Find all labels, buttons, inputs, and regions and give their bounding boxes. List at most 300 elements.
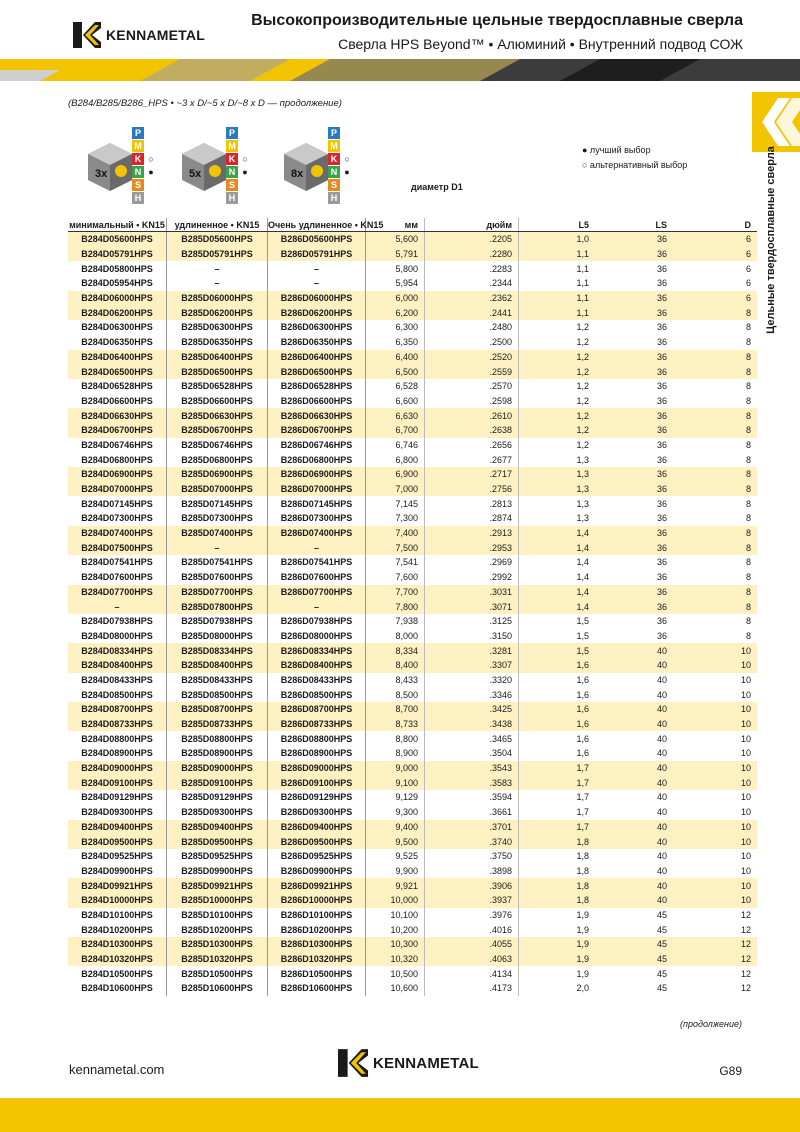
table-row <box>68 555 757 570</box>
cell-d: 10 <box>740 674 751 685</box>
cell-l5: 1,2 <box>519 423 596 438</box>
cell-mm: 5,954 <box>366 276 425 291</box>
cell-ls: 40 <box>656 748 667 759</box>
cell-mm: 6,200 <box>366 305 425 320</box>
cell-mm: 10,200 <box>366 922 425 937</box>
cell-xext-code: B286D07600HPS <box>268 570 366 585</box>
cell-ext-code: B285D09921HPS <box>167 878 268 893</box>
cell-inch: .3906 <box>425 878 519 893</box>
cell-d: 10 <box>740 865 751 876</box>
cube-3x-icon <box>86 141 134 193</box>
cell-d: 10 <box>673 893 757 908</box>
table-row <box>68 540 757 555</box>
cell-ext-code: B285D06600HPS <box>167 394 268 409</box>
cell-mm: 6,746 <box>366 438 425 453</box>
cell-ext-code: B285D07400HPS <box>167 526 268 541</box>
cell-l5: 1,6 <box>519 658 596 673</box>
cell-ls: 36 <box>595 467 673 482</box>
cell-ext-code: B285D10100HPS <box>167 908 268 923</box>
cell-inch: .3750 <box>425 849 519 864</box>
iso-k: K <box>226 153 238 165</box>
cell-l5: 1,1 <box>519 291 596 306</box>
cell-inch: .2520 <box>425 350 519 365</box>
cell-mm: 6,000 <box>366 291 425 306</box>
legend <box>582 143 687 173</box>
cell-ls: 36 <box>656 278 667 289</box>
cell-ext-code: B285D05600HPS <box>167 232 268 247</box>
cell-ls: 45 <box>595 952 673 967</box>
cube-8x-icon <box>282 141 330 193</box>
cell-d: 12 <box>673 937 757 952</box>
cell-xext-code: B286D09300HPS <box>268 805 366 820</box>
cell-xext-code: B286D10100HPS <box>268 908 366 923</box>
cell-d: 12 <box>673 952 757 967</box>
cell-xext-code: B286D07145HPS <box>268 496 366 511</box>
cell-l5: 1,2 <box>576 439 589 450</box>
cell-l5: 1,4 <box>519 526 596 541</box>
iso-h: H <box>328 192 340 204</box>
cell-inch: .3701 <box>425 820 519 835</box>
cell-ext-code: B285D09129HPS <box>167 790 268 805</box>
page-number: G89 <box>719 1064 742 1078</box>
cell-ext-code: B285D07541HPS <box>167 555 268 570</box>
cell-xext-code: B286D06500HPS <box>268 364 366 379</box>
cell-min-code: B284D10200HPS <box>68 922 167 937</box>
cell-d: 8 <box>673 585 757 600</box>
cell-mm: 6,900 <box>366 467 425 482</box>
cell-ext-code: B285D06000HPS <box>167 291 268 306</box>
iso-k: K <box>328 153 340 165</box>
cell-ext-code: B285D09300HPS <box>167 805 268 820</box>
cell-mm: 6,500 <box>366 364 425 379</box>
cell-xext-code: B286D06528HPS <box>268 379 366 394</box>
table-row <box>68 746 757 761</box>
cell-min-code: B284D06300HPS <box>68 320 167 335</box>
table-row <box>68 893 757 908</box>
cell-inch: .2813 <box>425 496 519 511</box>
cell-d: 8 <box>745 557 751 568</box>
table-row <box>68 834 757 849</box>
cell-min-code: B284D06400HPS <box>68 350 167 365</box>
cell-ls: 36 <box>595 585 673 600</box>
cell-d: 10 <box>673 775 757 790</box>
breadcrumb: (B284/B285/B286_HPS • ~3 x D/~5 x D/~8 x D — продолжение) <box>68 98 342 109</box>
col-header-xext: Очень удлиненное • KN15 <box>268 219 384 230</box>
logo-text: KENNAMETAL <box>106 27 205 43</box>
cell-mm: 6,400 <box>366 350 425 365</box>
cell-l5: 1,7 <box>519 761 596 776</box>
table-row <box>68 394 757 409</box>
cell-l5: 1,5 <box>576 616 589 627</box>
cell-ls: 36 <box>595 423 673 438</box>
iso-material-column <box>226 127 238 205</box>
cell-inch: .2559 <box>425 364 519 379</box>
cell-mm: 9,525 <box>366 849 425 864</box>
cell-l5: 1,7 <box>576 792 589 803</box>
cell-inch: .2500 <box>425 335 519 350</box>
cell-d: 8 <box>673 599 757 614</box>
cell-inch: .3346 <box>425 687 519 702</box>
cell-d: 10 <box>673 702 757 717</box>
cell-inch: .3281 <box>425 643 519 658</box>
cell-ext-code: B285D09900HPS <box>167 864 268 879</box>
cell-l5: 1,8 <box>519 878 596 893</box>
cell-l5: 1,3 <box>576 498 589 509</box>
iso-p: P <box>328 127 340 139</box>
cell-min-code: B284D08900HPS <box>68 746 167 761</box>
cell-min-code: B284D06200HPS <box>68 305 167 320</box>
cell-inch: .2441 <box>425 305 519 320</box>
cell-min-code: B284D06900HPS <box>68 467 167 482</box>
cell-l5: 1,0 <box>519 232 596 247</box>
cell-ls: 36 <box>595 305 673 320</box>
cell-l5: 1,3 <box>576 513 589 524</box>
col-header-d: D <box>673 218 757 232</box>
cell-min-code: B284D07500HPS <box>68 540 167 555</box>
cell-ext-code: B285D06500HPS <box>167 364 268 379</box>
cell-d: 8 <box>745 395 751 406</box>
cell-min-code: B284D09300HPS <box>68 805 167 820</box>
table-row <box>68 775 757 790</box>
cell-min-code: B284D10100HPS <box>68 908 167 923</box>
cell-d: 10 <box>673 643 757 658</box>
cell-xext-code: B286D09000HPS <box>268 761 366 776</box>
cell-l5: 1,4 <box>519 599 596 614</box>
cell-xext-code: B286D09900HPS <box>268 864 366 879</box>
cell-d: 8 <box>673 350 757 365</box>
cell-mm: 6,300 <box>366 320 425 335</box>
cell-l5: 1,6 <box>576 689 589 700</box>
cell-min-code: B284D09129HPS <box>68 790 167 805</box>
cell-ls: 40 <box>656 807 667 818</box>
cell-min-code: B284D08700HPS <box>68 702 167 717</box>
cell-ls: 36 <box>595 482 673 497</box>
table-row <box>68 291 757 306</box>
cell-inch: .2598 <box>425 394 519 409</box>
cell-xext-code: – <box>268 540 366 555</box>
cell-ext-code: B285D10600HPS <box>167 981 268 996</box>
cell-mm: 6,700 <box>366 423 425 438</box>
table-row <box>68 320 757 335</box>
table-row <box>68 526 757 541</box>
cell-ls: 45 <box>656 983 667 994</box>
svg-text:3x: 3x <box>95 168 108 180</box>
cell-d: 8 <box>745 337 751 348</box>
cell-ls: 36 <box>656 395 667 406</box>
cell-ls: 45 <box>656 924 667 935</box>
cell-ls: 40 <box>656 792 667 803</box>
cell-inch: .3504 <box>425 746 519 761</box>
iso-p: P <box>226 127 238 139</box>
cell-ls: 45 <box>595 937 673 952</box>
cell-ls: 36 <box>656 439 667 450</box>
cell-inch: .3031 <box>425 585 519 600</box>
cell-mm: 7,938 <box>366 614 425 629</box>
cell-d: 10 <box>740 733 751 744</box>
cell-d: 8 <box>673 423 757 438</box>
cell-xext-code: – <box>268 276 366 291</box>
col-header-mm: мм <box>366 218 425 232</box>
table-row <box>68 908 757 923</box>
table-row <box>68 232 757 247</box>
cell-min-code: B284D09525HPS <box>68 849 167 864</box>
cell-d: 8 <box>745 572 751 583</box>
footer-yellow-band <box>0 1098 800 1132</box>
cell-xext-code: B286D08334HPS <box>268 643 366 658</box>
cell-l5: 1,3 <box>576 454 589 465</box>
footer-logo-text: KENNAMETAL <box>373 1054 479 1072</box>
cell-l5: 1,2 <box>576 322 589 333</box>
cell-d: 8 <box>745 322 751 333</box>
cell-min-code: B284D06800HPS <box>68 452 167 467</box>
cell-ls: 36 <box>656 513 667 524</box>
cell-xext-code: B286D07400HPS <box>268 526 366 541</box>
cell-l5: 1,2 <box>519 350 596 365</box>
cell-min-code: B284D10500HPS <box>68 966 167 981</box>
cell-ls: 36 <box>656 498 667 509</box>
cell-l5: 1,9 <box>519 952 596 967</box>
cell-xext-code: B286D06300HPS <box>268 320 366 335</box>
cell-d: 10 <box>673 761 757 776</box>
iso-n: N <box>132 166 144 178</box>
cell-inch: .3937 <box>425 893 519 908</box>
iso-s: S <box>328 179 340 191</box>
cell-min-code: B284D06528HPS <box>68 379 167 394</box>
cell-l5: 1,1 <box>576 278 589 289</box>
cell-ls: 40 <box>595 878 673 893</box>
cell-min-code: B284D06630HPS <box>68 408 167 423</box>
cell-mm: 8,000 <box>366 629 425 644</box>
cell-d: 10 <box>740 748 751 759</box>
cell-mm: 8,700 <box>366 702 425 717</box>
cell-ls: 36 <box>595 350 673 365</box>
cell-inch: .3425 <box>425 702 519 717</box>
cell-xext-code: B286D10000HPS <box>268 893 366 908</box>
cell-ls: 40 <box>595 893 673 908</box>
cell-xext-code: B286D10500HPS <box>268 966 366 981</box>
cell-ls: 40 <box>656 689 667 700</box>
table-row <box>68 878 757 893</box>
cell-l5: 1,7 <box>576 807 589 818</box>
cell-ext-code: B285D09525HPS <box>167 849 268 864</box>
cell-ext-code: B285D07000HPS <box>167 482 268 497</box>
cell-min-code: B284D08733HPS <box>68 717 167 732</box>
cell-min-code: B284D07600HPS <box>68 570 167 585</box>
cell-ls: 36 <box>595 232 673 247</box>
table-row <box>68 687 757 702</box>
cell-ls: 40 <box>595 834 673 849</box>
cell-l5: 1,3 <box>519 467 596 482</box>
cell-ls: 36 <box>595 408 673 423</box>
cell-mm: 10,000 <box>366 893 425 908</box>
page-subtitle: Сверла HPS Beyond™ • Алюминий • Внутренний подвод СОЖ <box>338 36 743 52</box>
cell-inch: .3071 <box>425 599 519 614</box>
cell-ext-code: B285D10500HPS <box>167 966 268 981</box>
table-row <box>68 981 757 996</box>
iso-s: S <box>132 179 144 191</box>
cell-min-code: B284D08433HPS <box>68 673 167 688</box>
iso-p: P <box>132 127 144 139</box>
cell-xext-code: B286D10600HPS <box>268 981 366 996</box>
cell-d: 8 <box>673 408 757 423</box>
cell-ls: 45 <box>656 909 667 920</box>
cell-ext-code: B285D08500HPS <box>167 687 268 702</box>
cell-l5: 1,9 <box>576 909 589 920</box>
cell-xext-code: B286D08433HPS <box>268 673 366 688</box>
cell-xext-code: B286D09100HPS <box>268 775 366 790</box>
cell-ls: 36 <box>595 291 673 306</box>
col-header-l5: L5 <box>519 218 596 232</box>
cell-ls: 36 <box>595 526 673 541</box>
cell-d: 10 <box>673 658 757 673</box>
cell-ls: 40 <box>595 658 673 673</box>
cell-xext-code: B286D07300HPS <box>268 511 366 526</box>
cell-ls: 40 <box>595 717 673 732</box>
cell-ext-code: B285D07145HPS <box>167 496 268 511</box>
table-header-row <box>68 218 757 232</box>
cell-min-code: B284D06500HPS <box>68 364 167 379</box>
cell-mm: 10,320 <box>366 952 425 967</box>
cell-xext-code: B286D10200HPS <box>268 922 366 937</box>
cell-l5: 1,5 <box>519 643 596 658</box>
cell-inch: .3307 <box>425 658 519 673</box>
cell-d: 12 <box>740 968 751 979</box>
cell-min-code: B284D07300HPS <box>68 511 167 526</box>
cell-xext-code: B286D06630HPS <box>268 408 366 423</box>
table-row <box>68 937 757 952</box>
table-row <box>68 452 757 467</box>
cell-inch: .2638 <box>425 423 519 438</box>
cell-inch: .2283 <box>425 261 519 276</box>
cell-min-code: B284D07400HPS <box>68 526 167 541</box>
cell-mm: 9,000 <box>366 761 425 776</box>
cell-inch: .4063 <box>425 952 519 967</box>
cell-xext-code: B286D06700HPS <box>268 423 366 438</box>
cell-min-code: B284D09100HPS <box>68 775 167 790</box>
table-row <box>68 702 757 717</box>
cell-ext-code: B285D06900HPS <box>167 467 268 482</box>
kennametal-logo[interactable] <box>73 22 205 48</box>
cell-d: 12 <box>740 924 751 935</box>
table-row <box>68 658 757 673</box>
cell-ext-code: B285D08733HPS <box>167 717 268 732</box>
cell-ext-code: B285D09400HPS <box>167 820 268 835</box>
cell-min-code: B284D09921HPS <box>68 878 167 893</box>
cell-d: 8 <box>745 498 751 509</box>
table-row <box>68 247 757 262</box>
cell-ext-code: B285D08800HPS <box>167 731 268 746</box>
cell-d: 10 <box>740 689 751 700</box>
cell-d: 8 <box>673 364 757 379</box>
cell-l5: 1,4 <box>576 557 589 568</box>
cell-l5: 1,2 <box>576 395 589 406</box>
cell-d: 8 <box>745 616 751 627</box>
cell-mm: 5,600 <box>366 232 425 247</box>
cell-d: 6 <box>745 263 751 274</box>
cell-xext-code: B286D06350HPS <box>268 335 366 350</box>
cell-mm: 9,129 <box>366 790 425 805</box>
cell-ext-code: B285D06630HPS <box>167 408 268 423</box>
side-tab[interactable] <box>752 92 800 152</box>
cell-l5: 1,4 <box>519 585 596 600</box>
cell-inch: .3125 <box>425 614 519 629</box>
cell-ext-code: B285D08700HPS <box>167 702 268 717</box>
cell-inch: .3594 <box>425 790 519 805</box>
cell-mm: 7,300 <box>366 511 425 526</box>
cell-inch: .3583 <box>425 775 519 790</box>
table-row <box>68 467 757 482</box>
cell-ls: 36 <box>595 247 673 262</box>
cell-ext-code: B285D10000HPS <box>167 893 268 908</box>
cell-min-code: B284D06746HPS <box>68 438 167 453</box>
cell-ls: 36 <box>656 263 667 274</box>
cell-inch: .3661 <box>425 805 519 820</box>
cell-inch: .2717 <box>425 467 519 482</box>
cell-l5: 1,6 <box>576 748 589 759</box>
footer-url[interactable]: kennametal.com <box>69 1062 165 1077</box>
cell-min-code: B284D10320HPS <box>68 952 167 967</box>
iso-m: M <box>226 140 238 152</box>
cell-l5: 1,1 <box>519 247 596 262</box>
cell-l5: 1,8 <box>519 893 596 908</box>
cell-xext-code: – <box>268 599 366 614</box>
cell-xext-code: B286D06800HPS <box>268 452 366 467</box>
cell-ls: 40 <box>656 733 667 744</box>
cell-l5: 1,6 <box>576 733 589 744</box>
table-row <box>68 966 757 981</box>
cell-min-code: B284D08000HPS <box>68 629 167 644</box>
table-row <box>68 335 757 350</box>
cell-min-code: B284D10600HPS <box>68 981 167 996</box>
cell-l5: 1,2 <box>576 337 589 348</box>
cell-ext-code: B285D07600HPS <box>167 570 268 585</box>
cell-d: 10 <box>740 807 751 818</box>
cell-d: 8 <box>745 630 751 641</box>
cell-inch: .2756 <box>425 482 519 497</box>
cell-mm: 6,350 <box>366 335 425 350</box>
table-row <box>68 276 757 291</box>
legend-best: ● лучший выбор <box>582 145 651 155</box>
table-row <box>68 864 757 879</box>
table-row <box>68 849 757 864</box>
cell-mm: 9,400 <box>366 820 425 835</box>
cell-ext-code: B285D07300HPS <box>167 511 268 526</box>
cell-inch: .4055 <box>425 937 519 952</box>
cell-min-code: B284D06600HPS <box>68 394 167 409</box>
cell-xext-code: – <box>268 261 366 276</box>
cell-ext-code: B285D06746HPS <box>167 438 268 453</box>
cell-inch: .2610 <box>425 408 519 423</box>
iso-n: N <box>328 166 340 178</box>
svg-text:5x: 5x <box>189 168 202 180</box>
cell-inch: .2205 <box>425 232 519 247</box>
cell-l5: 1,7 <box>519 775 596 790</box>
table-row <box>68 408 757 423</box>
table-row <box>68 643 757 658</box>
cell-mm: 7,700 <box>366 585 425 600</box>
cell-xext-code: B286D06400HPS <box>268 350 366 365</box>
cell-min-code: B284D07938HPS <box>68 614 167 629</box>
cell-ext-code: B285D08334HPS <box>167 643 268 658</box>
drill-table <box>68 218 757 996</box>
iso-marks: ○ ● <box>148 154 154 177</box>
cell-xext-code: B286D07700HPS <box>268 585 366 600</box>
cell-d: 8 <box>745 381 751 392</box>
cell-ext-code: B285D06350HPS <box>167 335 268 350</box>
cell-d: 8 <box>673 467 757 482</box>
cell-ext-code: B285D08000HPS <box>167 629 268 644</box>
cell-inch: .3740 <box>425 834 519 849</box>
